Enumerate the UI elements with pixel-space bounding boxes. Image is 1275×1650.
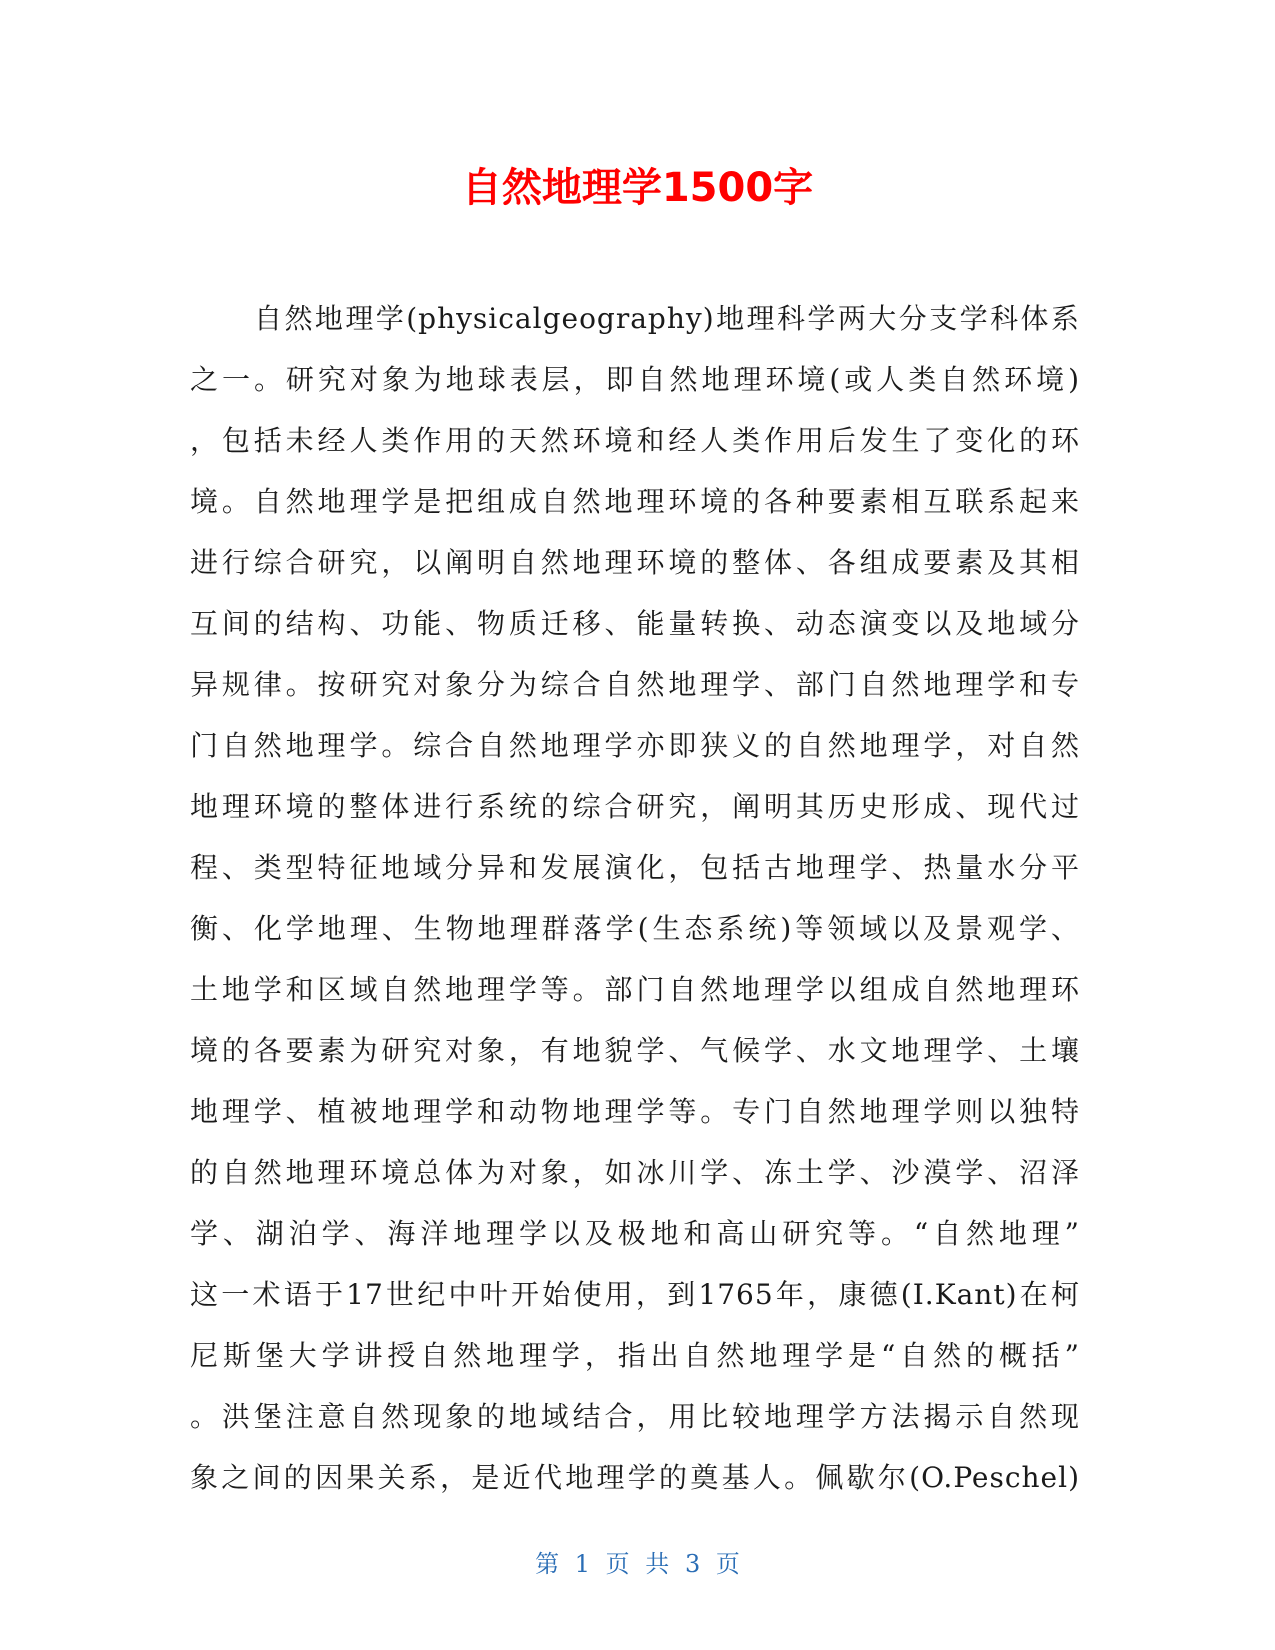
- paragraph-line: 进行综合研究，以阐明自然地理环境的整体、各组成要素及其相: [190, 546, 1080, 579]
- paragraph-line: 门自然地理学。综合自然地理学亦即狭义的自然地理学，对自然: [190, 729, 1080, 762]
- paragraph-line: 境。自然地理学是把组成自然地理环境的各种要素相互联系起来: [190, 485, 1080, 518]
- paragraph-line: 土地学和区域自然地理学等。部门自然地理学以组成自然地理环: [190, 973, 1080, 1006]
- paragraph-line: 地理环境的整体进行系统的综合研究，阐明其历史形成、现代过: [190, 790, 1080, 823]
- paragraph-line: 象之间的因果关系，是近代地理学的奠基人。佩歇尔(O.Peschel): [190, 1461, 1080, 1494]
- paragraph-line: 的自然地理环境总体为对象，如冰川学、冻土学、沙漠学、沼泽: [190, 1156, 1080, 1189]
- paragraph-line: 境的各要素为研究对象，有地貌学、气候学、水文地理学、土壤: [190, 1034, 1080, 1067]
- paragraph-line: 这一术语于17世纪中叶开始使用，到1765年，康德(I.Kant)在柯: [190, 1278, 1080, 1311]
- page-title: 自然地理学1500字: [461, 165, 814, 211]
- paragraph-line: 程、类型特征地域分异和发展演化，包括古地理学、热量水分平: [190, 851, 1080, 884]
- paragraph-line: 尼斯堡大学讲授自然地理学，指出自然地理学是“自然的概括”: [190, 1339, 1080, 1372]
- paragraph-line: 异规律。按研究对象分为综合自然地理学、部门自然地理学和专: [190, 668, 1080, 701]
- document-body: [190, 288, 1080, 1508]
- paragraph-line: 。洪堡注意自然现象的地域结合，用比较地理学方法揭示自然现: [190, 1400, 1080, 1433]
- paragraph-line: ，包括未经人类作用的天然环境和经人类作用后发生了变化的环: [190, 424, 1080, 457]
- paragraph-line: 衡、化学地理、生物地理群落学(生态系统)等领域以及景观学、: [190, 912, 1080, 945]
- paragraph-line: 学、湖泊学、海洋地理学以及极地和高山研究等。“自然地理”: [190, 1217, 1080, 1250]
- page-number-footer: 第 1 页 共 3 页: [535, 1550, 740, 1578]
- paragraph-line: 自然地理学(physicalgeography)地理科学两大分支学科体系: [254, 302, 1080, 335]
- paragraph-line: 互间的结构、功能、物质迁移、能量转换、动态演变以及地域分: [190, 607, 1080, 640]
- paragraph-line: 地理学、植被地理学和动物地理学等。专门自然地理学则以独特: [190, 1095, 1080, 1128]
- paragraph-line: 之一。研究对象为地球表层，即自然地理环境(或人类自然环境): [190, 363, 1080, 396]
